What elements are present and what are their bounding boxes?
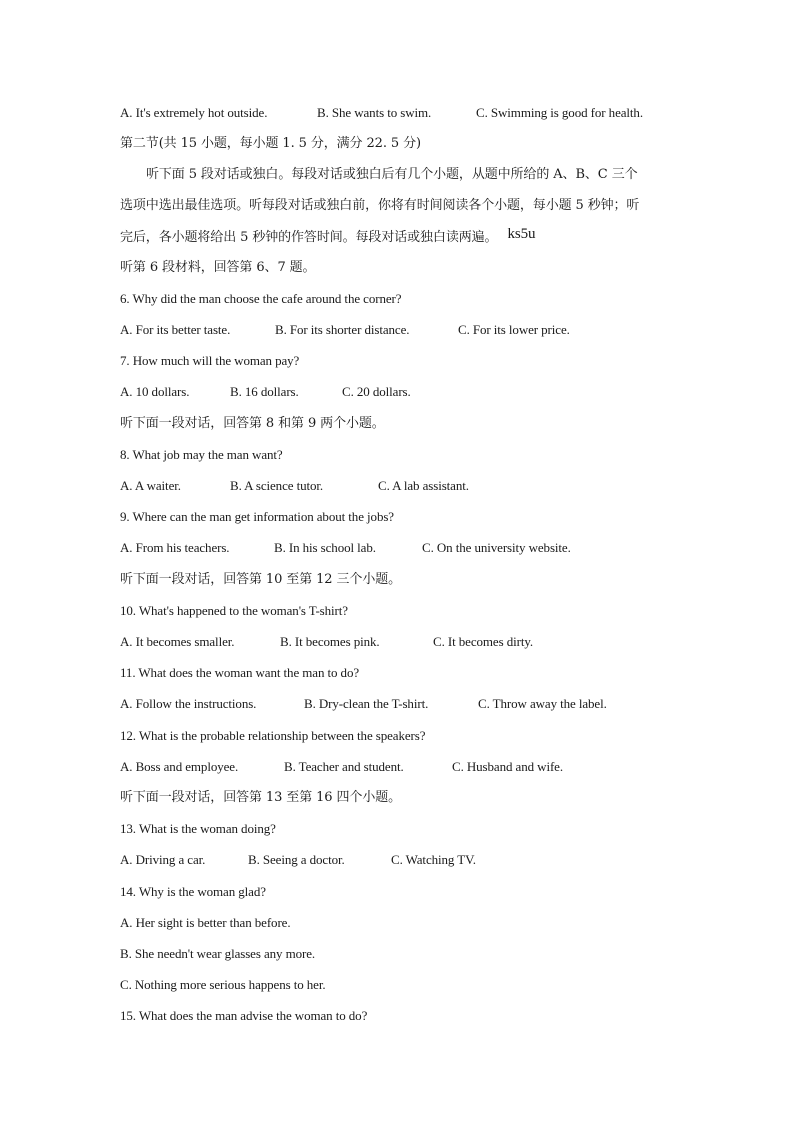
option-a: A. It becomes smaller. bbox=[120, 634, 235, 649]
option-b-q14: B. She needn't wear glasses any more. bbox=[120, 946, 316, 961]
instruction-line-2: 选项中选出最佳选项。听每段对话或独白前，你将有时间阅读各个小题，每小题 5 秒钟；听 bbox=[120, 198, 640, 213]
option-c: C. For its lower price. bbox=[458, 322, 570, 337]
option-a-q14: A. Her sight is better than before. bbox=[120, 915, 291, 930]
option-c-q14: C. Nothing more serious happens to her. bbox=[120, 977, 326, 992]
option-c: C. Watching TV. bbox=[391, 852, 476, 867]
material-heading-10-12: 听下面一段对话，回答第 10 至第 12 三个小题。 bbox=[120, 572, 402, 587]
option-a: A. 10 dollars. bbox=[120, 384, 190, 399]
option-a: A. From his teachers. bbox=[120, 540, 230, 555]
question-6: 6. Why did the man choose the cafe around the corner? bbox=[120, 291, 402, 306]
option-b: B. Teacher and student. bbox=[284, 759, 404, 774]
question-9: 9. Where can the man get information about the jobs? bbox=[120, 509, 394, 524]
option-b: B. Seeing a doctor. bbox=[248, 852, 345, 867]
instruction-line-3 bbox=[120, 226, 536, 246]
material-heading-8-9: 听下面一段对话，回答第 8 和第 9 两个小题。 bbox=[120, 416, 385, 431]
option-b: B. A science tutor. bbox=[230, 478, 324, 493]
instruction-line-1: 听下面 5 段对话或独白。每段对话或独白后有几个小题，从题中所给的 A、B、C 三个 bbox=[146, 167, 638, 182]
question-12: 12. What is the probable relationship between the speakers? bbox=[120, 728, 426, 743]
option-a: A. For its better taste. bbox=[120, 322, 231, 337]
option-a: A. Follow the instructions. bbox=[120, 696, 257, 711]
instruction-text: 完后，各小题将给出 5 秒钟的作答时间。每段对话或独白读两遍。 bbox=[120, 230, 498, 245]
option-b: B. For its shorter distance. bbox=[275, 322, 410, 337]
question-10: 10. What's happened to the woman's T-shirt? bbox=[120, 603, 348, 618]
option-a: A. Boss and employee. bbox=[120, 759, 239, 774]
option-c: C. It becomes dirty. bbox=[433, 634, 534, 649]
option-b: B. 16 dollars. bbox=[230, 384, 299, 399]
material-heading-6: 听第 6 段材料，回答第 6、7 题。 bbox=[120, 260, 316, 275]
question-8: 8. What job may the man want? bbox=[120, 447, 283, 462]
question-13: 13. What is the woman doing? bbox=[120, 821, 276, 836]
option-c: C. Husband and wife. bbox=[452, 759, 564, 774]
option-c: C. On the university website. bbox=[422, 540, 571, 555]
option-b: B. In his school lab. bbox=[274, 540, 376, 555]
watermark-mark: ks5u bbox=[507, 226, 536, 242]
section-heading: 第二节(共 15 小题，每小题 1. 5 分，满分 22. 5 分) bbox=[120, 136, 421, 151]
material-heading-13-16: 听下面一段对话，回答第 13 至第 16 四个小题。 bbox=[120, 790, 402, 805]
option-c: C. 20 dollars. bbox=[342, 384, 411, 399]
question-7: 7. How much will the woman pay? bbox=[120, 353, 300, 368]
option-b: B. Dry-clean the T-shirt. bbox=[304, 696, 429, 711]
option-a: A. Driving a car. bbox=[120, 852, 206, 867]
option-c: C. Swimming is good for health. bbox=[476, 105, 643, 120]
option-a: A. It's extremely hot outside. bbox=[120, 105, 268, 120]
option-c: C. A lab assistant. bbox=[378, 478, 469, 493]
question-14: 14. Why is the woman glad? bbox=[120, 884, 266, 899]
option-a: A. A waiter. bbox=[120, 478, 181, 493]
option-b: B. It becomes pink. bbox=[280, 634, 380, 649]
option-c: C. Throw away the label. bbox=[478, 696, 607, 711]
question-15: 15. What does the man advise the woman to do? bbox=[120, 1008, 368, 1023]
question-11: 11. What does the woman want the man to do? bbox=[120, 665, 360, 680]
option-b: B. She wants to swim. bbox=[317, 105, 432, 120]
